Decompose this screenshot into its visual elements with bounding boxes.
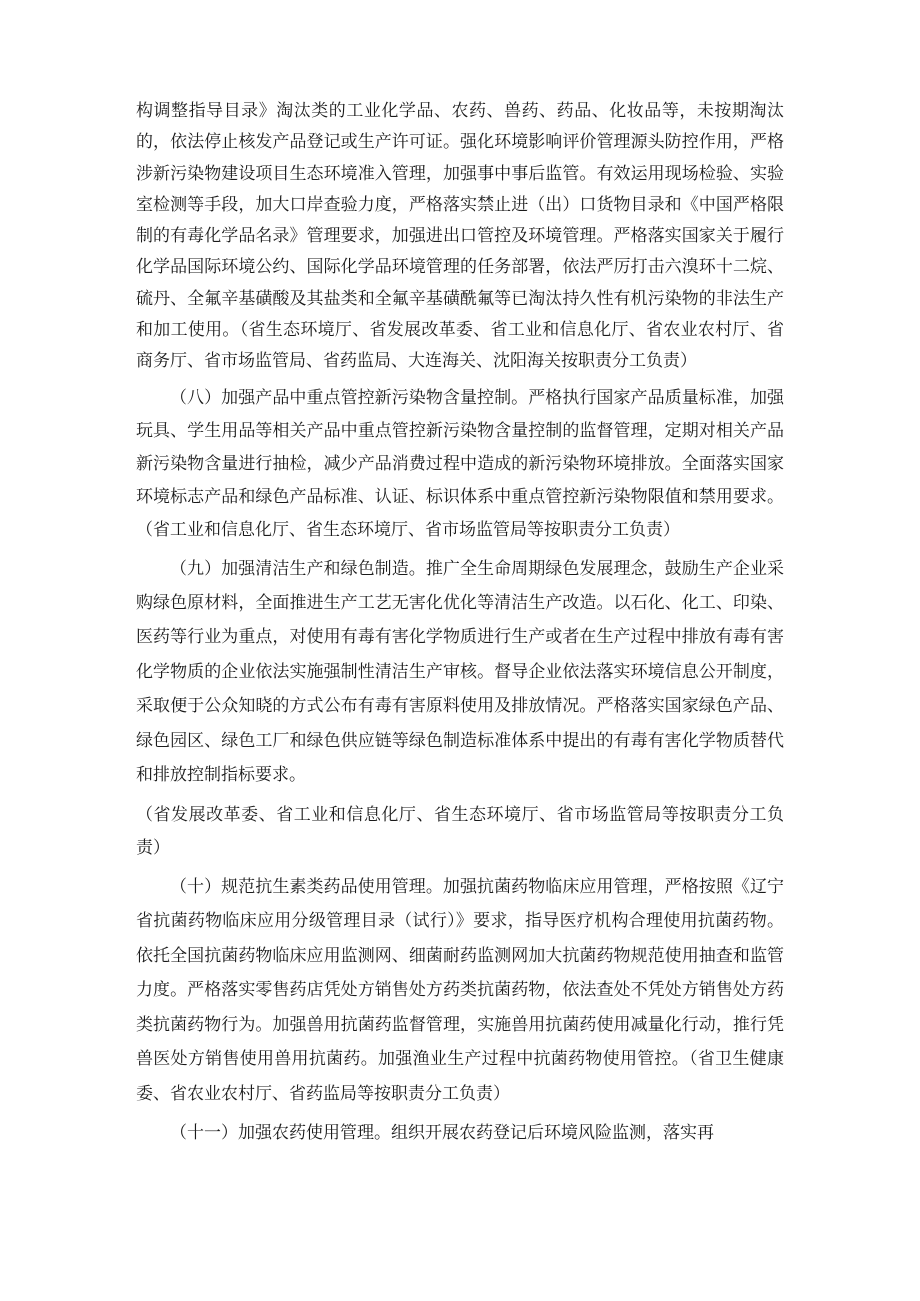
document-body: [136, 96, 784, 1150]
paragraph-item-8: （八）加强产品中重点管控新污染物含量控制。严格执行国家产品质量标准，加强玩具、学生用品等相关产品中重点管控新污染物含量控制的监督管理，定期对相关产品新污染物含量进行抽检，减少产品消费过程中造成的新污染物环境排放。全面落实国家环境标志产品和绿色产品标准、认证、标识体系中重点管控新污染物限值和禁用要求。（省工业和信息化厅、省生态环境厅、省市场监管局等按职责分工负责）: [136, 387, 784, 540]
paragraph-item-9-responsibility: （省发展改革委、省工业和信息化厅、省生态环境厅、省市场监管局等按职责分工负责）: [136, 804, 784, 858]
paragraph-intro-continuation: 构调整指导目录》淘汰类的工业化学品、农药、兽药、药品、化妆品等，未按期淘汰的，依法停止核发产品登记或生产许可证。强化环境影响评价管理源头防控作用，严格涉新污染物建设项目生态环境准入管理，加强事中事后监管。有效运用现场检验、实验室检测等手段，加大口岸查验力度，严格落实禁止进（出）口货物目录和《中国严格限制的有毒化学品名录》管理要求，加强进出口管控及环境管理。严格落实国家关于履行化学品国际环境公约、国际化学品环境管理的任务部署，依法严厉打击六溴环十二烷、硫丹、全氟辛基磺酸及其盐类和全氟辛基磺酰氟等已淘汰持久性有机污染物的非法生产和加工使用。（省生态环境厅、省发展改革委、省工业和信息化厅、省农业农村厅、省商务厅、省市场监管局、省药监局、大连海关、沈阳海关按职责分工负责）: [136, 101, 784, 372]
paragraph-item-9: （九）加强清洁生产和绿色制造。推广全生命周期绿色发展理念，鼓励生产企业采购绿色原材料，全面推进生产工艺无害化优化等清洁生产改造。以石化、化工、印染、医药等行业为重点，对使用有毒有害化学物质进行生产或者在生产过程中排放有毒有害化学物质的企业依法实施强制性清洁生产审核。督导企业依法落实环境信息公开制度，采取便于公众知晓的方式公布有毒有害原料使用及排放情况。严格落实国家绿色产品、绿色园区、绿色工厂和绿色供应链等绿色制造标准体系中提出的有毒有害化学物质替代和排放控制指标要求。: [136, 558, 784, 786]
paragraph-item-10: （十）规范抗生素类药品使用管理。加强抗菌药物临床应用管理，严格按照《辽宁省抗菌药物临床应用分级管理目录（试行）》要求，指导医疗机构合理使用抗菌药物。依托全国抗菌药物临床应用监测网、细菌耐药监测网加大抗菌药物规范使用抽查和监管力度。严格落实零售药店凭处方销售处方药类抗菌药物，依法查处不凭处方销售处方药类抗菌药物行为。加强兽用抗菌药监督管理，实施兽用抗菌药使用减量化行动，推行凭兽医处方销售使用兽用抗菌药。加强渔业生产过程中抗菌药物使用管控。（省卫生健康委、省农业农村厅、省药监局等按职责分工负责）: [136, 876, 784, 1104]
paragraph-item-11: （十一）加强农药使用管理。组织开展农药登记后环境风险监测，落实再: [170, 1123, 714, 1144]
